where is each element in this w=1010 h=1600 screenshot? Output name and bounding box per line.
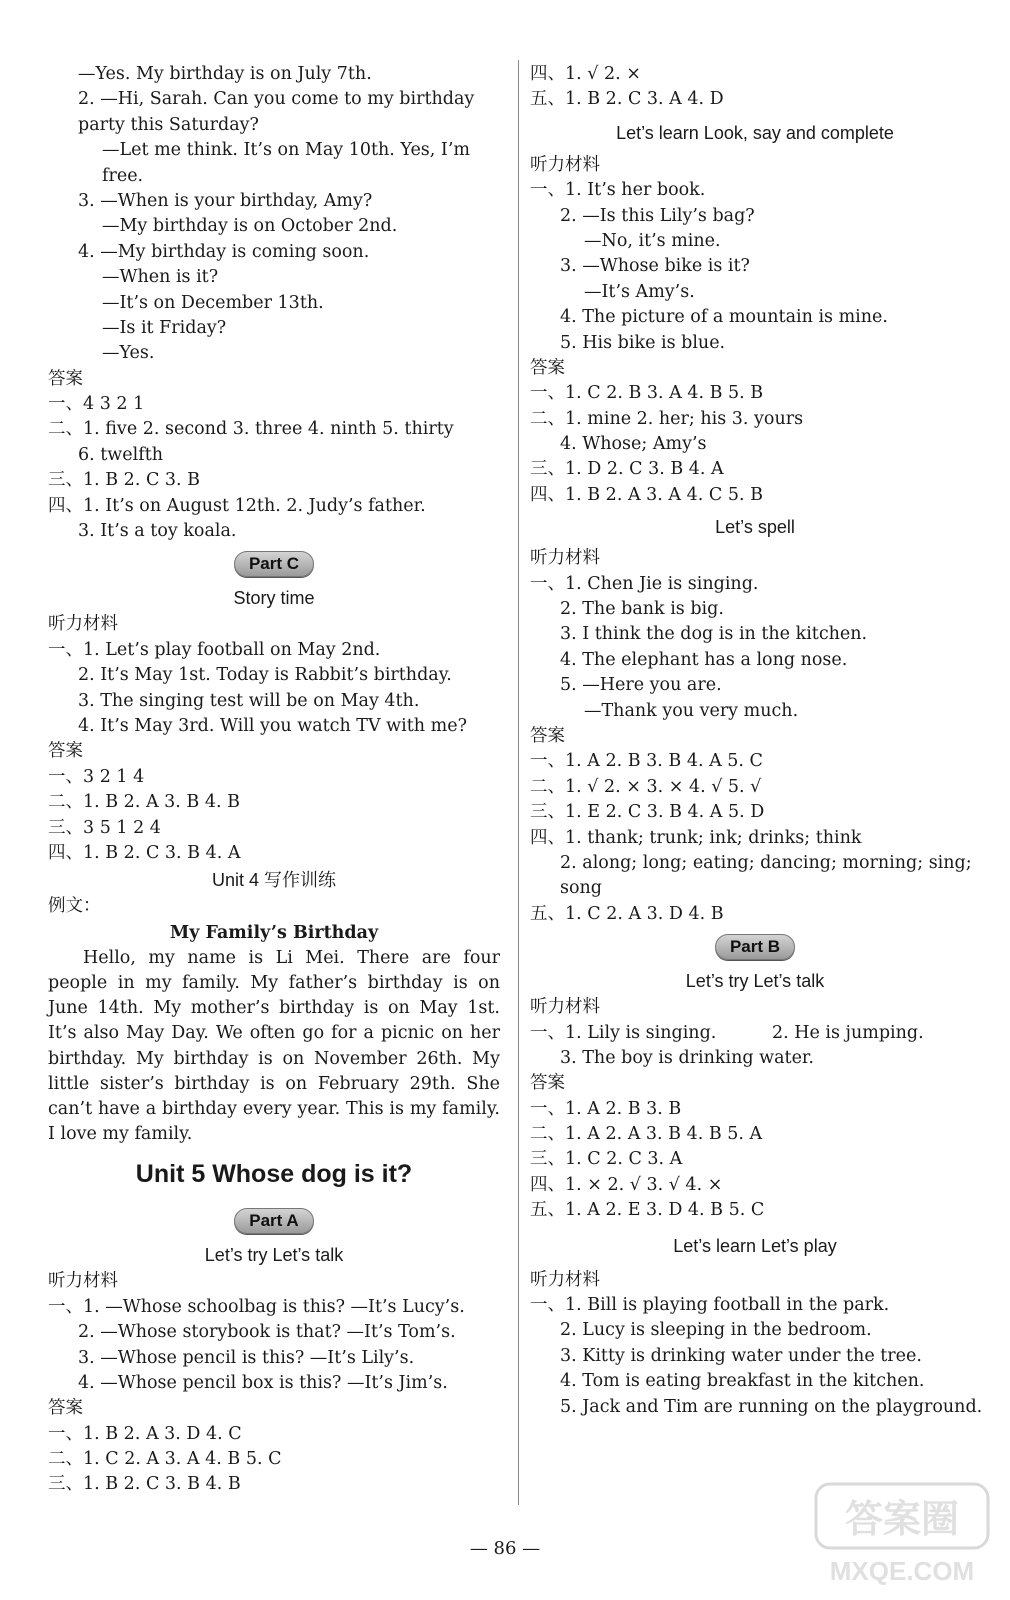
dialogue-line: —Is it Friday?: [102, 317, 227, 338]
answer-line: 6. twelfth: [78, 444, 164, 465]
listening-line: —No, it’s mine.: [584, 230, 721, 251]
answer-line: 二、1. mine 2. her; his 3. yours: [530, 408, 804, 429]
listening-line: 5. —Here you are.: [560, 675, 722, 696]
listening-line: 2. —Whose storybook is that? —It’s Tom’s.: [78, 1322, 456, 1343]
dialogue-line: —It’s on December 13th.: [102, 292, 324, 313]
listening-line: 3. I think the dog is in the kitchen.: [560, 624, 868, 645]
writing-heading: Unit 4 写作训练: [211, 870, 337, 891]
part-b-badge: Part B: [715, 934, 795, 960]
answer-line: 二、1. A 2. A 3. B 4. B 5. A: [530, 1124, 763, 1145]
dialogue-line: 2. —Hi, Sarah. Can you come to my birthday: [78, 89, 475, 110]
column-divider: [518, 60, 519, 1505]
answer-line: 五、1. A 2. E 3. D 4. B 5. C: [530, 1200, 765, 1221]
part-a-badge: Part A: [234, 1208, 313, 1234]
listening-line: 2. Lucy is sleeping in the bedroom.: [560, 1320, 872, 1341]
answer-line: 四、1. B 2. C 3. B 4. A: [48, 842, 241, 863]
dialogue-line: —When is it?: [102, 267, 219, 288]
listening-line: 3. —Whose bike is it?: [560, 256, 750, 277]
essay: [48, 946, 500, 1148]
listening-line: 2. It’s May 1st. Today is Rabbit’s birthday.: [78, 665, 452, 686]
dialogue-line: party this Saturday?: [78, 114, 259, 135]
lets-learn-play-heading: Let’s learn Let’s play: [673, 1235, 837, 1256]
dialogue-line: —My birthday is on October 2nd.: [102, 216, 398, 237]
answer-line: 五、1. C 2. A 3. D 4. B: [530, 903, 724, 924]
answer-line: 四、1. It’s on August 12th. 2. Judy’s father.: [48, 495, 426, 516]
answer-line: 3. It’s a toy koala.: [78, 521, 237, 542]
listening-line: —Thank you very much.: [584, 700, 799, 721]
answer-line: 一、1. B 2. A 3. D 4. C: [48, 1423, 242, 1444]
answer-line: 四、1. × 2. √ 3. √ 4. ×: [530, 1174, 723, 1195]
listening-line: 4. The picture of a mountain is mine.: [560, 307, 888, 328]
answer-line: 五、1. B 2. C 3. A 4. D: [530, 89, 724, 110]
part-b-try-talk-heading: Let’s try Let’s talk: [685, 971, 825, 992]
answer-line: 二、1. C 2. A 3. A 4. B 5. C: [48, 1449, 282, 1470]
listening-line: 3. —Whose pencil is this? —It’s Lily’s.: [78, 1347, 415, 1368]
watermark-line2: MXQE.COM: [829, 1556, 975, 1586]
dialogue-line: —Yes.: [102, 343, 155, 364]
lets-try-talk-heading: Let’s try Let’s talk: [204, 1245, 344, 1266]
dialogue-line: —Let me think. It’s on May 10th. Yes, I’m: [102, 140, 470, 161]
answers-label: 答案: [48, 741, 83, 762]
answer-line: 一、4 3 2 1: [48, 394, 145, 415]
answer-line: 二、1. B 2. A 3. B 4. B: [48, 792, 240, 813]
listening-line: 一、1. It’s her book.: [530, 180, 706, 201]
listening-label: 听力材料: [530, 548, 600, 569]
listening-label: 听力材料: [48, 614, 118, 635]
watermark-line1: 答案圈: [844, 1497, 960, 1541]
answer-line: 三、1. B 2. C 3. B 4. B: [48, 1474, 241, 1495]
listening-line: 一、1. Chen Jie is singing.: [530, 573, 759, 594]
listening-line: 一、1. Let’s play football on May 2nd.: [48, 639, 381, 660]
listening-line: —It’s Amy’s.: [584, 281, 695, 302]
answer-line: 三、1. B 2. C 3. B: [48, 470, 201, 491]
answer-line: 三、3 5 1 2 4: [48, 817, 161, 838]
answer-line: 四、1. √ 2. ×: [530, 64, 641, 84]
listening-line: 一、1. —Whose schoolbag is this? —It’s Lucy’s.: [48, 1296, 465, 1317]
dialogue-line: free.: [102, 165, 144, 186]
listening-label: 听力材料: [48, 1271, 118, 1292]
dialogue-line: 4. —My birthday is coming soon.: [78, 241, 370, 262]
answer-line: 一、1. C 2. B 3. A 4. B 5. B: [530, 383, 764, 404]
answer-line: 四、1. B 2. A 3. A 4. C 5. B: [530, 484, 763, 505]
listening-line: 4. Tom is eating breakfast in the kitchen.: [560, 1371, 925, 1392]
listening-label: 听力材料: [530, 997, 600, 1018]
listening-line: 4. The elephant has a long nose.: [560, 649, 848, 670]
part-c-badge-wrap: [48, 544, 500, 584]
dialogue-line: 3. —When is your birthday, Amy?: [78, 190, 373, 211]
answers-label: 答案: [48, 368, 83, 389]
listening-label: 听力材料: [530, 154, 600, 175]
lets-learn-heading: Let’s learn Look, say and complete: [616, 122, 894, 143]
part-a-badge-wrap: [48, 1201, 500, 1241]
listening-line: 2. —Is this Lily’s bag?: [560, 205, 755, 226]
listening-line: 一、1. Bill is playing football in the park.: [530, 1295, 890, 1316]
answer-line: 三、1. C 2. C 3. A: [530, 1149, 683, 1170]
lets-spell-heading: Let’s spell: [715, 517, 795, 538]
listening-line: 一、1. Lily is singing. 2. He is jumping.: [530, 1022, 924, 1043]
part-c-badge: Part C: [234, 551, 314, 577]
answer-line: 4. Whose; Amy’s: [560, 434, 707, 455]
listening-line: 5. Jack and Tim are running on the playground.: [560, 1396, 983, 1417]
left-column: [48, 62, 500, 1498]
page-number: — 86 —: [469, 1538, 541, 1559]
answer-line: 2. along; long; eating; dancing; morning; sing;: [560, 852, 972, 873]
answer-line: 二、1. five 2. second 3. three 4. ninth 5. thirty: [48, 419, 454, 440]
answer-line: 四、1. thank; trunk; ink; drinks; think: [530, 827, 862, 848]
essay-text: Hello, my name is Li Mei. There are four people in my family. My father’s birthday is on June 14th. My mother’s birthday is on May 1st. It’s also May Day. We often go for a picnic on her birthday. My birthday is on November 26th. My little sister’s birthday is on February 29th. She can’t have a birthday every year. This is my family. I love my family.: [48, 947, 500, 1145]
watermark-logo: [812, 1480, 992, 1590]
answer-line: 一、1. A 2. B 3. B 4. A 5. C: [530, 751, 763, 772]
answers-label: 答案: [530, 357, 565, 378]
listening-line: 2. The bank is big.: [560, 599, 724, 620]
answer-line: 一、1. A 2. B 3. B: [530, 1098, 682, 1119]
listening-line: 3. Kitty is drinking water under the tree.: [560, 1345, 922, 1366]
part-b-badge-wrap: [530, 927, 980, 967]
essay-title: My Family’s Birthday: [169, 922, 379, 943]
listening-line: 3. The singing test will be on May 4th.: [78, 690, 420, 711]
listening-line: 5. His bike is blue.: [560, 332, 726, 353]
listening-line: 4. It’s May 3rd. Will you watch TV with me?: [78, 715, 467, 736]
right-column: [530, 62, 983, 1420]
listening-line: 4. —Whose pencil box is this? —It’s Jim’s.: [78, 1372, 448, 1393]
answer-line: 一、3 2 1 4: [48, 766, 145, 787]
answer-line: song: [560, 878, 602, 899]
dialogue-line: —Yes. My birthday is on July 7th.: [78, 64, 372, 84]
answer-line: 三、1. D 2. C 3. B 4. A: [530, 459, 724, 480]
listening-label: 听力材料: [530, 1269, 600, 1290]
answer-line: 二、1. √ 2. × 3. × 4. √ 5. √: [530, 776, 762, 797]
answers-label: 答案: [530, 1073, 565, 1094]
answers-label: 答案: [48, 1398, 83, 1419]
answer-line: 三、1. E 2. C 3. B 4. A 5. D: [530, 802, 765, 823]
story-time-heading: Story time: [233, 588, 315, 609]
answers-label: 答案: [530, 725, 565, 746]
unit5-title: Unit 5 Whose dog is it?: [135, 1160, 413, 1189]
example-label: 例文：: [48, 896, 101, 917]
listening-line: 3. The boy is drinking water.: [560, 1047, 814, 1068]
